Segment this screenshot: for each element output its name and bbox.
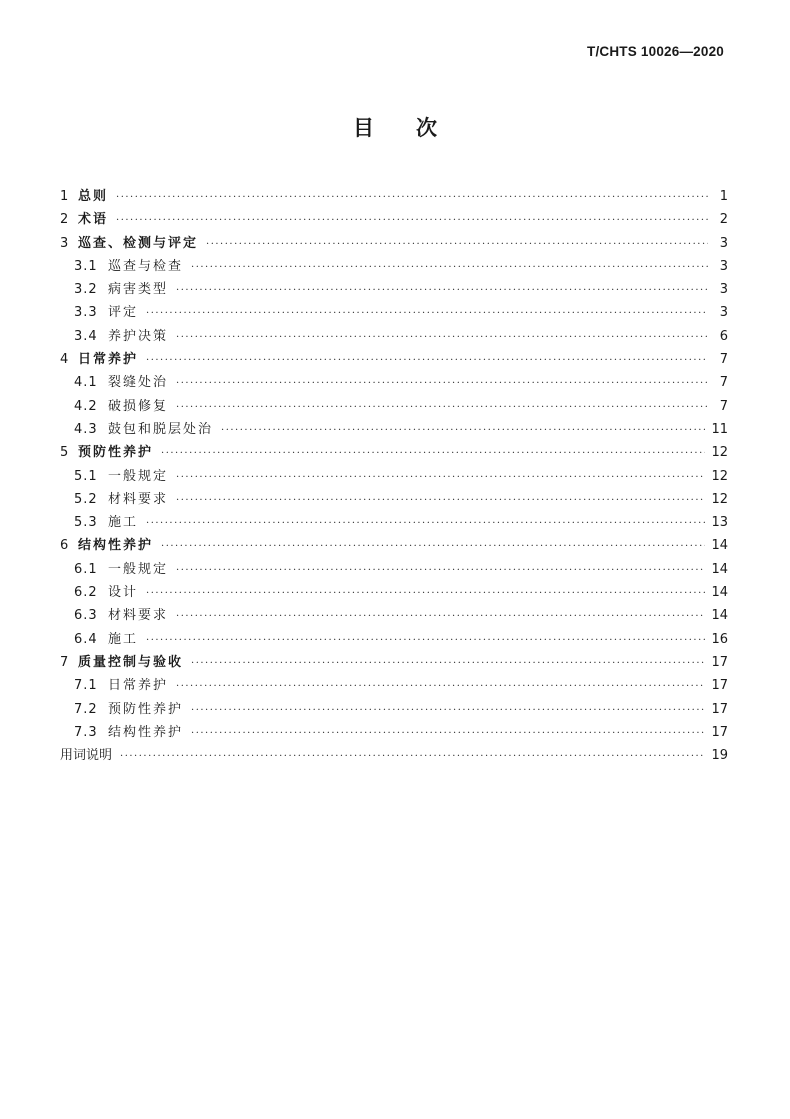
toc-entry-number: 3.4 (74, 328, 98, 344)
toc-entry[interactable] (60, 418, 728, 441)
toc-entry-label: 施工 (108, 631, 139, 647)
toc-entry-number: 4.1 (74, 375, 98, 391)
toc-entry-label: 养护决策 (108, 328, 169, 344)
toc-leader-dots (221, 419, 705, 442)
toc-entry-label: 质量控制与验收 (78, 654, 184, 670)
toc-entry-label: 用词说明 (60, 748, 113, 764)
toc-entry[interactable] (60, 371, 728, 394)
toc-entry-label: 日常养护 (108, 678, 169, 694)
toc-entry-number: 6.2 (74, 585, 98, 601)
toc-leader-dots (191, 699, 705, 722)
toc-entry-label: 施工 (108, 515, 139, 531)
toc-entry[interactable] (60, 534, 728, 557)
toc-entry-number: 5.1 (74, 468, 98, 484)
toc-entry[interactable] (60, 744, 728, 767)
toc-entry[interactable] (60, 721, 728, 744)
toc-entry-page: 17 (711, 701, 728, 717)
toc-entry[interactable] (60, 395, 728, 418)
toc-leader-dots (146, 582, 705, 605)
toc-entry-label: 破损修复 (108, 398, 169, 414)
toc-entry[interactable] (60, 278, 728, 301)
document-code: T/CHTS 10026—2020 (587, 44, 724, 59)
toc-entry-label: 结构性养护 (108, 724, 184, 740)
toc-entry-page: 11 (711, 421, 728, 437)
toc-leader-dots (206, 233, 708, 256)
toc-entry-label: 设计 (108, 585, 139, 601)
toc-entry-page: 19 (711, 748, 728, 764)
toc-entry-label: 日常养护 (78, 352, 139, 368)
toc-entry-label: 材料要求 (108, 608, 169, 624)
toc-entry[interactable] (60, 674, 728, 697)
toc-leader-dots (176, 396, 708, 419)
toc-entry-label: 一般规定 (108, 468, 169, 484)
toc-entry-label: 巡查、检测与评定 (78, 235, 199, 251)
toc-entry[interactable] (60, 465, 728, 488)
toc-entry[interactable] (60, 604, 728, 627)
toc-leader-dots (176, 559, 705, 582)
toc-leader-dots (161, 535, 705, 558)
toc-entry[interactable] (60, 581, 728, 604)
toc-entry-number: 4.2 (74, 398, 98, 414)
toc-leader-dots (116, 186, 708, 209)
toc-entry-number: 6.4 (74, 631, 98, 647)
toc-entry-label: 预防性养护 (108, 701, 184, 717)
toc-entry-number: 6.3 (74, 608, 98, 624)
toc-entry-page: 3 (719, 258, 728, 274)
toc-entry-page: 7 (719, 375, 728, 391)
toc-entry-page: 3 (719, 235, 728, 251)
toc-entry-number: 5.2 (74, 491, 98, 507)
toc-entry-page: 12 (711, 491, 728, 507)
toc-leader-dots (120, 745, 705, 768)
toc-entry-label: 评定 (108, 305, 139, 321)
toc-entry-page: 2 (719, 212, 728, 228)
toc-entry-number: 1 (60, 189, 69, 204)
toc-entry-number: 4 (60, 352, 69, 368)
toc-leader-dots (146, 512, 705, 535)
toc-entry-label: 一般规定 (108, 561, 169, 577)
toc-entry-number: 6 (60, 538, 69, 554)
toc-entry-number: 3.2 (74, 282, 98, 298)
toc-entry-number: 6.1 (74, 561, 98, 577)
toc-leader-dots (176, 372, 708, 395)
toc-leader-dots (116, 209, 708, 232)
toc-entry-page: 14 (711, 585, 728, 601)
table-of-contents (60, 185, 728, 767)
toc-entry-page: 17 (711, 678, 728, 694)
toc-entry-page: 3 (719, 282, 728, 298)
toc-entry[interactable] (60, 255, 728, 278)
toc-entry[interactable] (60, 628, 728, 651)
toc-entry-number: 7 (60, 654, 69, 670)
toc-entry-page: 17 (711, 724, 728, 740)
toc-entry-page: 12 (711, 468, 728, 484)
toc-entry[interactable] (60, 208, 728, 231)
toc-entry-label: 术语 (78, 212, 109, 228)
toc-entry-number: 5.3 (74, 515, 98, 531)
toc-leader-dots (176, 675, 705, 698)
toc-leader-dots (191, 256, 708, 279)
toc-entry-page: 17 (711, 654, 728, 670)
toc-entry-page: 14 (711, 608, 728, 624)
toc-leader-dots (191, 652, 705, 675)
toc-entry[interactable] (60, 348, 728, 371)
toc-leader-dots (146, 629, 705, 652)
toc-leader-dots (176, 489, 705, 512)
toc-entry[interactable] (60, 558, 728, 581)
toc-leader-dots (146, 349, 708, 372)
toc-leader-dots (176, 326, 708, 349)
page-title: 目次 (353, 116, 479, 140)
toc-entry[interactable] (60, 185, 728, 208)
toc-entry-page: 7 (719, 352, 728, 368)
toc-leader-dots (176, 466, 705, 489)
toc-entry-label: 裂缝处治 (108, 375, 169, 391)
toc-entry[interactable] (60, 488, 728, 511)
toc-entry-page: 1 (719, 189, 728, 204)
toc-leader-dots (176, 605, 705, 628)
toc-entry-label: 预防性养护 (78, 445, 154, 461)
toc-entry[interactable] (60, 698, 728, 721)
toc-entry-page: 6 (719, 328, 728, 344)
toc-entry-number: 5 (60, 445, 69, 461)
toc-entry-label: 鼓包和脱层处治 (108, 421, 214, 437)
toc-entry-label: 结构性养护 (78, 538, 154, 554)
toc-entry-label: 巡查与检查 (108, 258, 184, 274)
toc-entry-number: 3.3 (74, 305, 98, 321)
toc-entry-number: 7.3 (74, 724, 98, 740)
toc-entry[interactable] (60, 232, 728, 255)
toc-entry-page: 3 (719, 305, 728, 321)
toc-leader-dots (161, 442, 705, 465)
toc-entry[interactable] (60, 651, 728, 674)
toc-entry[interactable] (60, 511, 728, 534)
toc-leader-dots (191, 722, 705, 745)
toc-leader-dots (176, 279, 708, 302)
toc-entry[interactable] (60, 441, 728, 464)
toc-entry-page: 14 (711, 561, 728, 577)
toc-entry-label: 总则 (78, 189, 109, 204)
toc-entry[interactable] (60, 325, 728, 348)
toc-leader-dots (146, 302, 708, 325)
toc-entry-page: 14 (711, 538, 728, 554)
toc-entry-page: 13 (711, 515, 728, 531)
toc-entry-page: 12 (711, 445, 728, 461)
toc-entry-page: 7 (719, 398, 728, 414)
toc-entry[interactable] (60, 301, 728, 324)
toc-entry-number: 3 (60, 235, 69, 251)
toc-entry-number: 4.3 (74, 421, 98, 437)
toc-entry-label: 病害类型 (108, 282, 169, 298)
toc-entry-number: 7.1 (74, 678, 98, 694)
toc-entry-page: 16 (711, 631, 728, 647)
toc-entry-number: 3.1 (74, 258, 98, 274)
toc-entry-number: 7.2 (74, 701, 98, 717)
toc-entry-label: 材料要求 (108, 491, 169, 507)
toc-entry-number: 2 (60, 212, 69, 228)
